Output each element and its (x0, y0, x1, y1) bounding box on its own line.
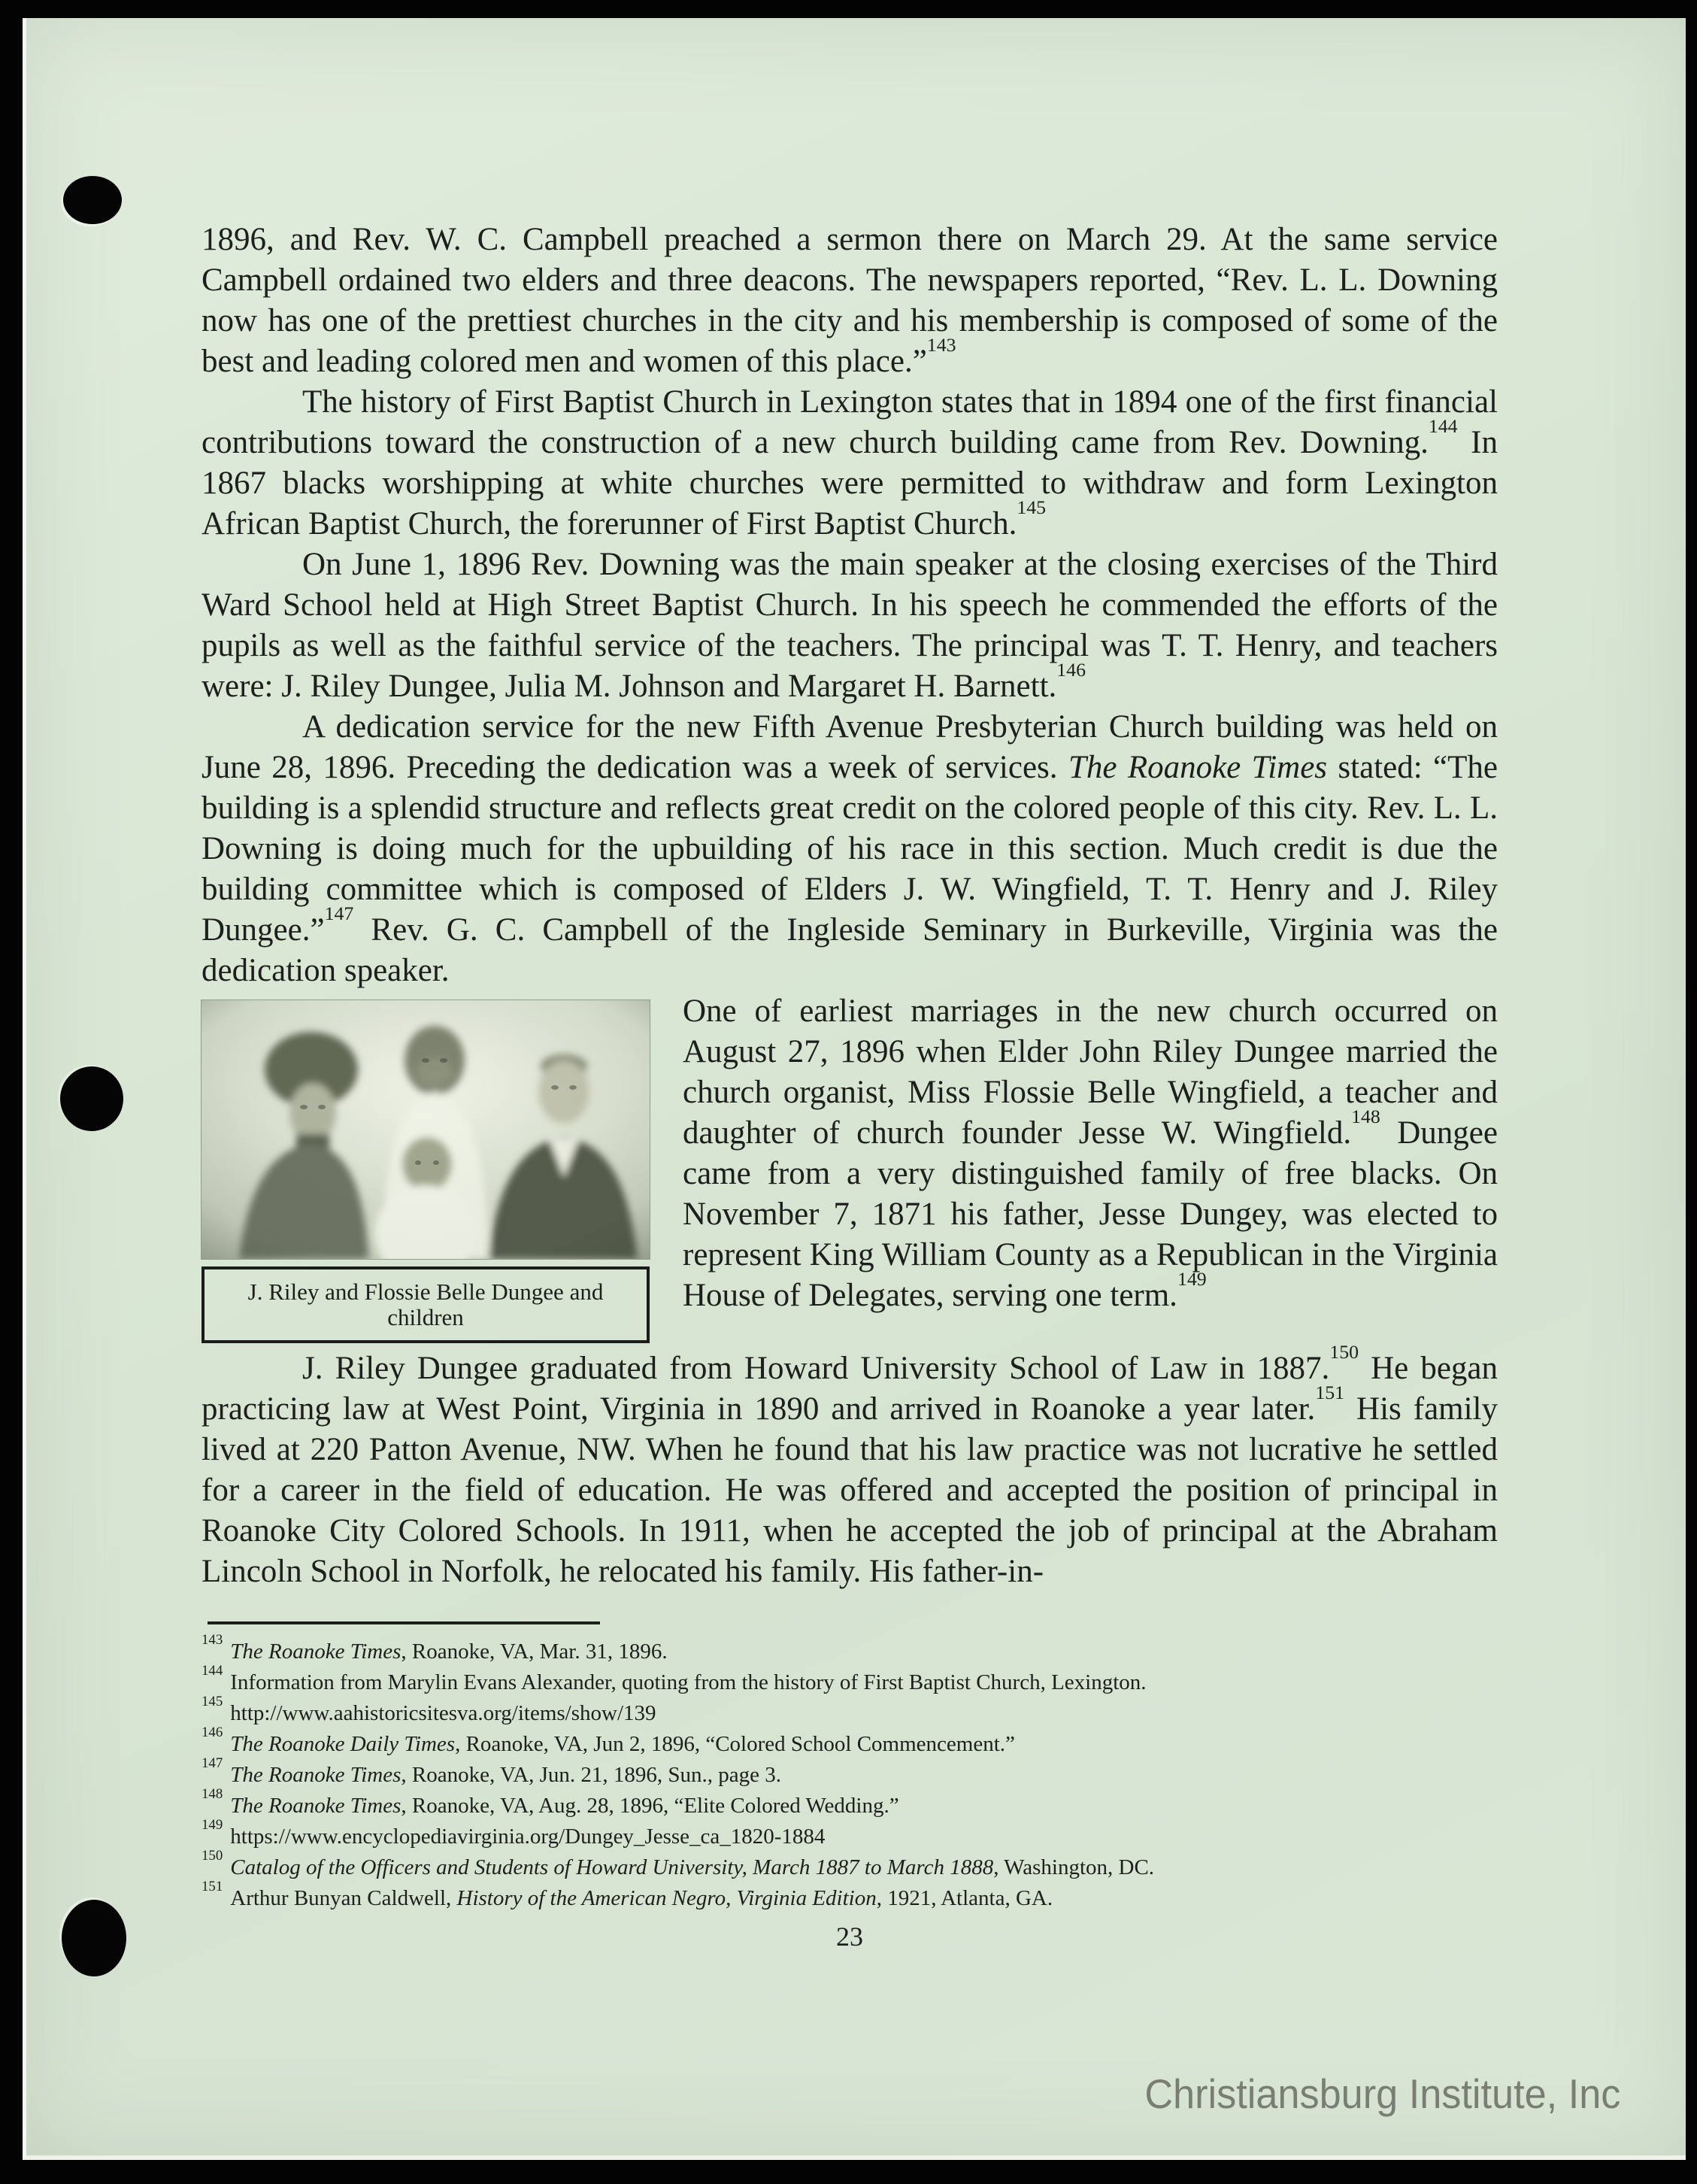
footnote-text: https://www.encyclopediavirginia.org/Dungey_Jesse_ca_1820-1884 (230, 1825, 826, 1849)
text-segment: Dungee came from a very distinguished family of free blacks. On November 7, 1871 his father, Jesse Dungey, was elected to represent King William County as a Republican in the Virginia House of Delegates, serving one term. (683, 1115, 1498, 1313)
footnote-separator (208, 1621, 600, 1624)
footnote-151 (202, 1878, 1498, 1914)
footnote-number: 148 (202, 1785, 223, 1802)
footnote-text: The Roanoke Times (230, 1640, 402, 1664)
footnote-number: 143 (202, 1631, 223, 1648)
footnote-number: 149 (202, 1816, 223, 1833)
text-segment: Rev. G. C. Campbell of the Ingleside Seminary in Burkeville, Virginia was the dedication speaker. (202, 912, 1498, 988)
archive-watermark: Christiansburg Institute, Inc (1144, 2070, 1620, 2117)
footnote-149 (202, 1816, 1498, 1852)
paragraph-4 (202, 707, 1498, 991)
hole-punch-middle (60, 1066, 123, 1131)
footnote-144 (202, 1662, 1498, 1698)
footnote-ref: 143 (926, 334, 956, 356)
footnote-number: 146 (202, 1724, 223, 1740)
text-segment: A dedication service for the new Fifth Avenue Presbyterian Church building was held on June 28, 1896. Preceding the dedication was a week of services. (202, 709, 1498, 785)
footnote-text: Arthur Bunyan Caldwell, (230, 1886, 457, 1910)
page-number: 23 (836, 1922, 863, 1952)
paragraph-2 (202, 382, 1498, 544)
text-segment: stated: “The building is a splendid structure and reflects great credit on the colored people of this city. Rev. L. L. Downing is doing much for the upbuilding of his race in this section. Much credit is due the building committee which is composed of Elders J. W. Wingfield, T. T. Henry and J. Riley Dungee.” (202, 750, 1498, 948)
footnote-section (202, 1621, 1498, 1952)
footnote-text: The Roanoke Daily Times (230, 1732, 456, 1756)
paragraph-3 (202, 544, 1498, 707)
text-segment: One of earliest marriages in the new church occurred on August 27, 1896 when Elder John Riley Dungee married the church organist, Miss Flossie Belle Wingfield, a teacher and daughter of church founder Jesse W. Wingfield. (683, 993, 1498, 1151)
text-segment: He began practicing law at West Point, Virginia in 1890 and arrived in Roanoke a year later. (202, 1351, 1498, 1427)
family-photo-figure (202, 1000, 650, 1343)
footnote-ref: 147 (324, 902, 354, 925)
text-segment: The Roanoke Times (1068, 750, 1328, 785)
footnote-text: History of the American Negro, Virginia Edition (456, 1886, 877, 1910)
footnote-text: , Roanoke, VA, Jun 2, 1896, “Colored School Commencement.” (455, 1732, 1015, 1756)
footnote-143 (202, 1631, 1498, 1667)
footnote-147 (202, 1755, 1498, 1791)
paragraph-1 (202, 220, 1498, 382)
body-text (202, 220, 1498, 1592)
footnote-text: Catalog of the Officers and Students of Howard University, March 1887 to March 1888 (230, 1855, 994, 1879)
footnote-number: 150 (202, 1847, 223, 1864)
text-segment: 1896, and Rev. W. C. Campbell preached a sermon there on March 29. At the same service Campbell ordained two elders and three deacons. The newspapers reported, “Rev. L. L. Downing now has one of the prettiest churches in the city and his membership is composed of some of the best and leading colored men and women of this place.” (202, 222, 1498, 379)
footnote-150 (202, 1847, 1498, 1883)
footnote-text: , Washington, DC. (993, 1855, 1155, 1879)
footnote-ref: 151 (1315, 1382, 1345, 1404)
footnote-number: 151 (202, 1878, 223, 1894)
footnote-text: , Roanoke, VA, Mar. 31, 1896. (401, 1640, 668, 1664)
footnote-text: The Roanoke Times (230, 1763, 402, 1787)
footnote-text: , Roanoke, VA, Aug. 28, 1896, “Elite Colored Wedding.” (401, 1794, 899, 1818)
footnote-number: 147 (202, 1755, 223, 1771)
footnote-ref: 149 (1177, 1268, 1207, 1291)
footnote-text: , Roanoke, VA, Jun. 21, 1896, Sun., page 3. (401, 1763, 782, 1787)
text-segment: In 1867 blacks worshipping at white churches were permitted to withdraw and form Lexington African Baptist Church, the forerunner of First Baptist Church. (202, 425, 1498, 541)
footnote-text: , 1921, Atlanta, GA. (876, 1886, 1053, 1910)
footnote-number: 144 (202, 1662, 223, 1679)
paragraph-6 (202, 1341, 1498, 1592)
footnote-text: http://www.aahistoricsitesva.org/items/show/139 (230, 1701, 656, 1725)
text-segment: The history of First Baptist Church in Lexington states that in 1894 one of the first financial contributions toward the construction of a new church building came from Rev. Downing. (202, 384, 1498, 460)
footnote-146 (202, 1724, 1498, 1760)
family-photo-image (202, 1000, 650, 1259)
footnote-ref: 144 (1428, 415, 1458, 438)
footnote-number: 145 (202, 1693, 223, 1709)
hole-punch-top (63, 176, 122, 224)
text-segment: His family lived at 220 Patton Avenue, NW. When he found that his law practice was not lucrative he settled for a career in the field of education. He was offered and accepted the position of principal in Roanoke City Colored Schools. In 1911, when he accepted the job of principal at the Abraham Lincoln School in Norfolk, he relocated his family. His father-in- (202, 1391, 1498, 1589)
footnote-145 (202, 1693, 1498, 1729)
footnote-148 (202, 1785, 1498, 1822)
text-segment: On June 1, 1896 Rev. Downing was the main speaker at the closing exercises of the Third Ward School held at High Street Baptist Church. In his speech he commended the efforts of the pupils as well as the faithful service of the teachers. The principal was T. T. Henry, and teachers were: J. Riley Dungee, Julia M. Johnson and Margaret H. Barnett. (202, 547, 1498, 704)
hole-punch-bottom (62, 1900, 126, 1976)
footnote-text: The Roanoke Times (230, 1794, 402, 1818)
text-segment: J. Riley Dungee graduated from Howard University School of Law in 1887. (302, 1351, 1330, 1386)
footnote-ref: 145 (1017, 496, 1047, 519)
footnote-ref: 146 (1056, 659, 1086, 681)
footnote-text: Information from Marylin Evans Alexander, quoting from the history of First Baptist Church, Lexington. (230, 1670, 1147, 1694)
footnote-ref: 150 (1329, 1341, 1359, 1363)
footnote-list (202, 1631, 1498, 1914)
footnote-ref: 148 (1351, 1106, 1380, 1128)
photo-caption: J. Riley and Flossie Belle Dungee and children (202, 1266, 650, 1343)
